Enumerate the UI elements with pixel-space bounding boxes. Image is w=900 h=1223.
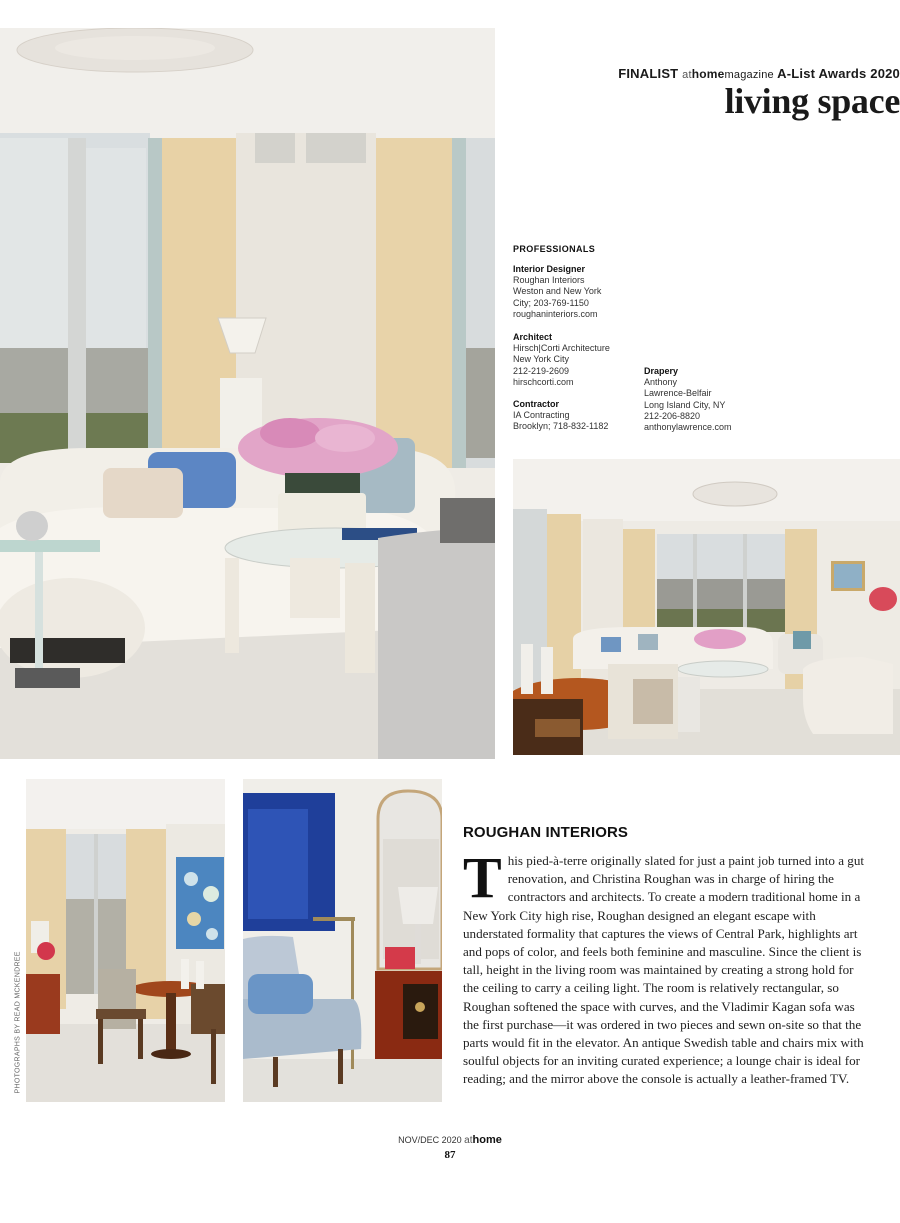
award-name: A-List Awards 2020 [777,66,900,81]
drop-cap: T [463,845,502,910]
magazine-logo-at: at [682,69,692,81]
page-header [500,66,900,119]
issue-date: NOV/DEC 2020 [398,1135,462,1145]
award-prefix: FINALIST [618,66,679,81]
dining-corner-photo [26,779,225,1102]
credit-line: Weston and New York [513,286,602,297]
page-number: 87 [444,1149,456,1161]
footer-issue-line [0,1134,900,1146]
section-title: living space [724,81,900,121]
wide-living-room-photo [513,459,900,755]
page-footer [0,1134,900,1161]
credit-line: Hirsch|Corti Architecture [513,343,610,354]
award-line [500,66,900,81]
story-body [463,845,866,1089]
footer-logo-at: at [464,1135,473,1146]
credit-line: hirschcorti.com [513,376,574,387]
credit-line: 212-206-8820 [644,410,701,421]
credit-line: New York City [513,354,570,365]
credit-interior-designer [513,264,643,320]
credit-line: Anthony [644,377,678,388]
lounge-chair-photo [243,779,442,1102]
credit-role: Contractor [513,399,560,409]
photo-credit: PHOTOGRAPHS BY READ MCKENDREE [14,951,22,1094]
magazine-logo-magazine: magazine [724,69,774,81]
credit-line: roughaninteriors.com [513,308,598,319]
credit-drapery [644,366,774,433]
credit-role: Interior Designer [513,264,586,274]
main-living-room-photo [0,28,495,759]
magazine-logo-home: home [691,67,725,81]
credit-line: Roughan Interiors [513,275,585,286]
credit-architect [513,332,643,388]
credit-line: IA Contracting [513,410,570,421]
footer-logo-home: home [472,1134,502,1146]
story-text: his pied-à-terre originally slated for just a paint job turned into a gut renovation, and Christina Roughan was in charge of hiring the contractors and architects. To create a modern traditional home in a New York City high rise, Roughan designed an elegant escape with understated formality that captures the views of Central Park, highlights art and pops of color, and feels both feminine and masculine. Since the client is tall, height in the living room was maintained by creating a strong hold for the ceiling to carry a ceiling light. The room is relatively rectangular, so Roughan softened the space with curves, and the Vladimir Kagan sofa was the first purchase—it was ordered in two pieces and sewn on-site so that the parts would fit in the elevator. An antique Swedish table and chairs mix with soulful objects for an inviting curated experience; a lounge chair is ideal for reading; and the mirror above the console is actually a leather-framed TV. [463,853,865,1087]
professionals-heading: PROFESSIONALS [513,244,596,254]
story-heading: ROUGHAN INTERIORS [463,824,629,841]
credit-line: Brooklyn; 718-832-1182 [513,421,609,432]
credit-line: anthonylawrence.com [644,422,732,433]
credit-line: Lawrence-Belfair [644,388,712,399]
credit-contractor [513,399,643,433]
credit-role: Drapery [644,366,679,376]
credit-line: 212-219-2609 [513,365,570,376]
credit-line: Long Island City, NY [644,399,726,410]
credit-line: City; 203-769-1150 [513,297,589,308]
credit-role: Architect [513,332,553,342]
